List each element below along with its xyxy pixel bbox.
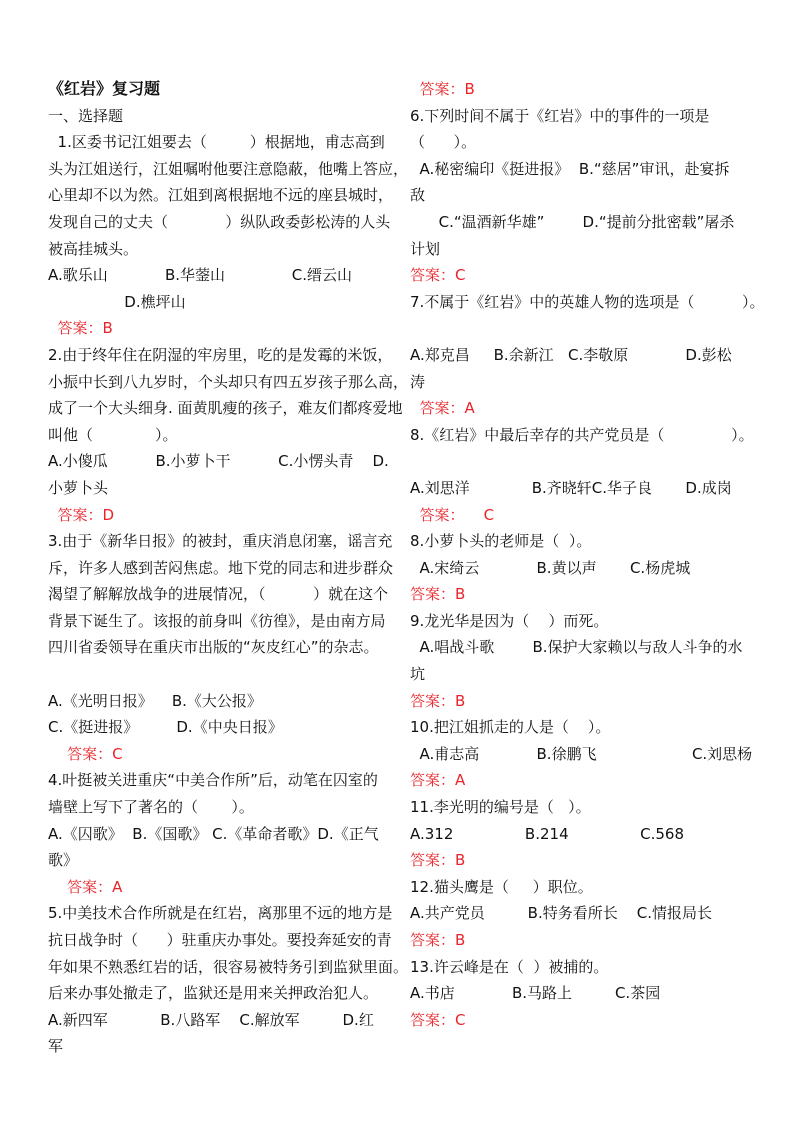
answer-line: 答案：B	[410, 585, 466, 604]
question-line: 歌》	[48, 851, 79, 870]
question-line: 头为江姐送行，江姐嘱咐他要注意隐蔽，他嘴上答应，	[48, 159, 409, 178]
answer-line: 答案：B	[410, 80, 475, 98]
question-line: 后来办事处撤走了，监狱还是用来关押政治犯人。	[48, 984, 379, 1003]
question-line: 渴望了解解放战争的进展情况，（ ）就在这个	[48, 585, 389, 604]
blank-line	[48, 661, 388, 688]
answer-line: 答案：C	[410, 266, 466, 285]
question-line: 8.小萝卜头的老师是（ ）。	[410, 532, 592, 551]
question-line: 计划	[410, 239, 441, 258]
question-line: A.《光明日报》 B.《大公报》	[48, 691, 262, 710]
question-line: 11.李光明的编号是（ ）。	[410, 798, 591, 817]
question-line: A.共产党员 B.特务看所长 C.情报局长	[410, 904, 713, 923]
question-line: A.312 B.214 C.568	[410, 824, 684, 843]
question-line: 7.不属于《红岩》中的英雄人物的选项是（ ）。	[410, 292, 765, 311]
page-title: 《红岩》复习题	[48, 79, 161, 98]
answer-line: 答案：D	[48, 505, 115, 524]
answer-line: 答案：A	[410, 399, 475, 418]
section-heading: 一、选择题	[48, 106, 124, 125]
question-line: 敌	[410, 186, 426, 205]
question-line: 四川省委领导在重庆市出版的“灰皮红心”的杂志。	[48, 638, 379, 657]
answer-line: 答案：B	[410, 931, 466, 949]
question-line: （ ）。	[410, 133, 477, 152]
question-line: 小振中长到八九岁时，个头却只有四五岁孩子那么高，	[48, 372, 409, 391]
question-line: 1.区委书记江姐要去（ ）根据地，甫志高到	[48, 133, 385, 152]
answer-line: 答案：B	[410, 851, 466, 870]
blank-line	[410, 448, 755, 475]
question-line: 心里却不以为然。江姐到离根据地不远的座县城时，	[48, 186, 394, 205]
question-line: 12.猫头鹰是（ ）职位。	[410, 877, 593, 896]
question-line: 10.把江姐抓走的人是（ ）。	[410, 718, 611, 737]
question-line: 抗日战争时（ ）驻重庆办事处。要投奔延安的青	[48, 931, 392, 949]
question-line: 年如果不熟悉红岩的话，很容易被特务引到监狱里面。	[48, 957, 409, 976]
question-line: 4.叶挺被关进重庆“中美合作所”后，动笔在囚室的	[48, 771, 378, 790]
question-line: A.郑克昌 B.余新江 C.李敬原 D.彭松	[410, 345, 732, 364]
question-line: 坑	[410, 665, 426, 684]
question-line: A.新四军 B.八路军 C.解放军 D.红	[48, 1010, 374, 1029]
answer-line: 答案： C	[410, 505, 495, 524]
answer-line: 答案：B	[410, 691, 466, 710]
question-line: D.樵坪山	[48, 292, 186, 311]
answer-line: 答案：B	[48, 319, 113, 338]
question-line: 5.中美技术合作所就是在红岩，离那里不远的地方是	[48, 904, 393, 923]
answer-line: 答案：A	[410, 771, 466, 790]
question-line: C.《挺进报》 D.《中央日报》	[48, 718, 283, 737]
question-line: 13.许云峰是在（ ）被捕的。	[410, 957, 609, 976]
blank-line	[410, 315, 755, 342]
question-line: A.秘密编印《挺进报》 B.“慈居”审讯，赴宴拆	[410, 159, 730, 178]
question-line: 墙壁上写下了著名的（ ）。	[48, 798, 254, 817]
question-line: 发现自己的丈夫（ ）纵队政委彭松涛的人头	[48, 212, 391, 231]
question-line: 小萝卜头	[48, 478, 109, 497]
question-line: 6.下列时间不属于《红岩》中的事件的一项是	[410, 106, 710, 125]
question-line: 叫他（ ）。	[48, 425, 178, 444]
question-line: 军	[48, 1037, 64, 1056]
question-line: C.“温酒新华雄” D.“提前分批密载”屠杀	[410, 212, 735, 231]
question-line: 成了一个大头细身. 面黄肌瘦的孩子，难友们都疼爱地	[48, 399, 403, 418]
question-line: A.书店 B.马路上 C.茶园	[410, 984, 661, 1003]
question-line: A.小傻瓜 B.小萝卜干 C.小愣头青 D.	[48, 452, 389, 471]
question-line: A.宋绮云 B.黄以声 C.杨虎城	[410, 558, 691, 577]
answer-line: 答案：C	[410, 1010, 466, 1029]
question-line: A.甫志高 B.徐鹏飞 C.刘思杨	[410, 744, 753, 763]
question-line: A.歌乐山 B.华蓥山 C.缙云山	[48, 266, 353, 285]
question-line: 9.龙光华是因为（ ）而死。	[410, 611, 609, 630]
question-line: 涛	[410, 372, 426, 391]
question-line: 被高挂城头。	[48, 239, 139, 258]
question-line: 8.《红岩》中最后幸存的共产党员是（ ）。	[410, 425, 754, 444]
question-line: A.刘思洋 B.齐晓轩C.华子良 D.成岗	[410, 478, 732, 497]
question-line: A.唱战斗歌 B.保护大家赖以与敌人斗争的水	[410, 638, 743, 657]
question-line: 3.由于《新华日报》的被封，重庆消息闭塞，谣言充	[48, 532, 393, 551]
answer-line: 答案：C	[48, 744, 123, 763]
answer-line: 答案：A	[48, 877, 123, 896]
left-column	[48, 76, 409, 1060]
question-line: 2.由于终年住在阴湿的牢房里，吃的是发霉的米饭，	[48, 345, 393, 364]
right-column	[410, 76, 765, 1033]
question-line: 背景下诞生了。该报的前身叫《彷徨》，是由南方局	[48, 611, 386, 630]
question-line: A.《囚歌》 B.《国歌》 C.《革命者歌》D.《正气	[48, 824, 379, 843]
question-line: 斥，许多人感到苦闷焦虑。地下党的同志和进步群众	[48, 558, 394, 577]
